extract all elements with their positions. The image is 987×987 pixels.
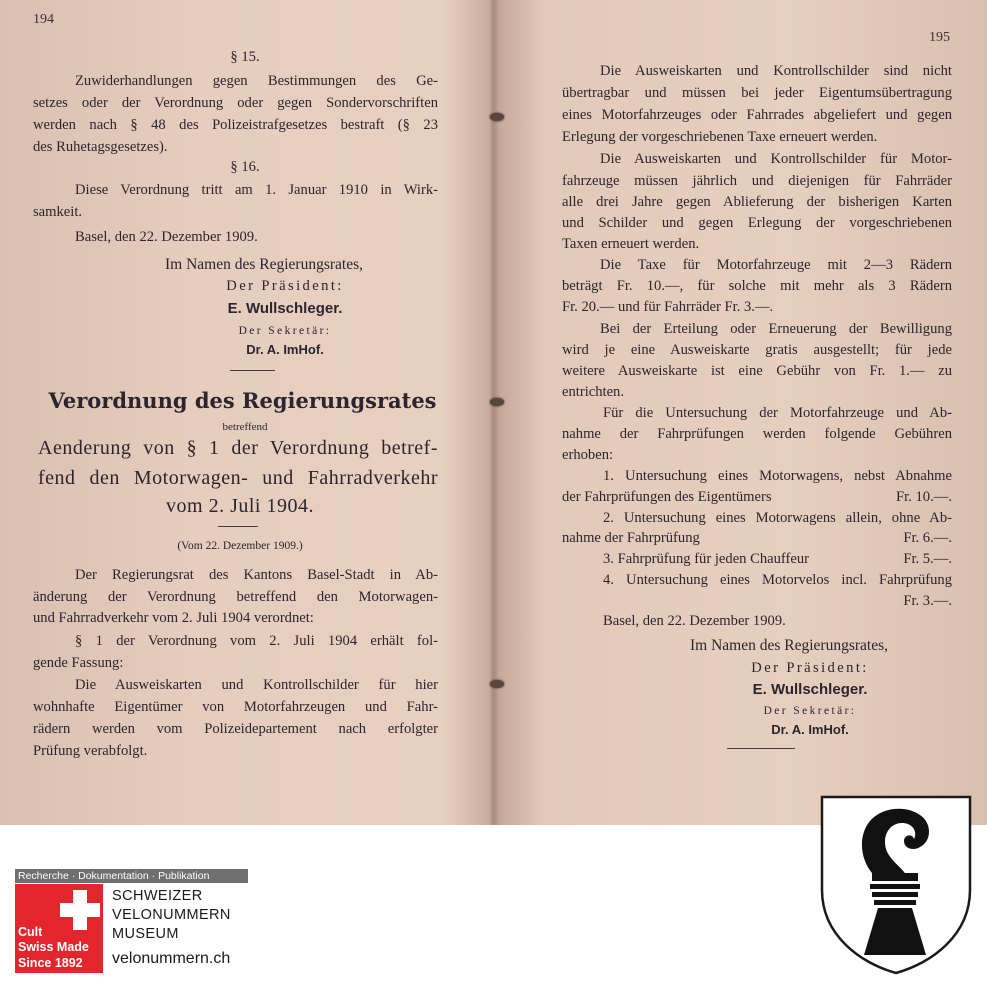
fee-item-line: der Fahrprüfungen des Eigentümers xyxy=(562,489,772,505)
body-line: § 1 der Verordnung vom 2. Juli 1904 erhält fol- xyxy=(75,633,438,649)
right-paragraph-line: entrichten. xyxy=(562,384,624,400)
fee-amount: Fr. 10.—. xyxy=(896,489,952,505)
right-paragraph-line: Erlegung der vorgeschriebenen Taxe erneuert werden. xyxy=(562,129,878,145)
body-line: und Fahrradverkehr vom 2. Juli 1904 verordnet: xyxy=(33,610,314,626)
fee-amount: Fr. 6.—. xyxy=(903,530,952,546)
president-name: E. Wullschleger. xyxy=(227,300,343,317)
ordinance-subtitle-line: fend den Motorwagen- und Fahrradverkehr xyxy=(38,467,438,489)
right-paragraph-line: Die Ausweiskarten und Kontrollschilder sind nicht xyxy=(600,63,952,79)
right-signature-in-name: Im Namen des Regierungsrates, xyxy=(690,637,888,654)
right-paragraph-line: eines Motorfahrzeuges oder Fahrrades abgeliefert und gegen xyxy=(562,107,952,123)
body-line: Die Ausweiskarten und Kontrollschilder für hier xyxy=(75,677,438,693)
body-line: rädern werden vom Polizeidepartement nach erfolgter xyxy=(33,721,438,737)
fee-item-line: nahme der Fahrprüfung xyxy=(562,530,700,546)
right-paragraph-line: Für die Untersuchung der Motorfahrzeuge und Ab- xyxy=(603,405,952,421)
paragraph-15-line: setzes oder der Verordnung oder gegen Sondervorschriften xyxy=(33,95,438,111)
right-paragraph-line: Taxen erneuert werden. xyxy=(562,236,700,252)
ordinance-betreffend: betreffend xyxy=(222,421,268,433)
museum-name-line: MUSEUM xyxy=(112,926,179,942)
right-paragraph-line: Die Taxe für Motorfahrzeuge mit 2—3 Rädern xyxy=(600,257,952,273)
fee-item-line: 1. Untersuchung eines Motorwagens, nebst Abnahme xyxy=(603,468,952,484)
body-line: gende Fassung: xyxy=(33,655,124,671)
right-secretary-name: Dr. A. ImHof. xyxy=(771,722,849,737)
ordinance-subtitle-line: vom 2. Juli 1904. xyxy=(166,495,314,517)
basel-coat-of-arms-icon xyxy=(820,795,972,975)
right-paragraph-line: Bei der Erteilung oder Erneuerung der Bewilligung xyxy=(600,321,952,337)
website-link[interactable]: velonummern.ch xyxy=(112,950,231,967)
museum-name-line: VELONUMMERN xyxy=(112,907,231,923)
logo-text-line: Since 1892 xyxy=(18,956,83,970)
fee-item-line: 4. Untersuchung eines Motorvelos incl. Fahrprüfung xyxy=(603,572,952,588)
right-paragraph-line: nahme der Fahrprüfungen werden folgende Gebühren xyxy=(562,426,952,442)
paragraph-15-line: werden nach § 48 des Polizeistrafgesetzes bestraft (§ 23 xyxy=(33,117,438,133)
logo-text-line: Cult xyxy=(18,925,43,939)
fee-item-line: 2. Untersuchung eines Motorwagens allein, ohne Ab- xyxy=(603,510,952,526)
ordinance-date-note: (Vom 22. Dezember 1909.) xyxy=(177,540,303,552)
museum-name-line: SCHWEIZER xyxy=(112,888,203,904)
paragraph-16-line: Diese Verordnung tritt am 1. Januar 1910 in Wirk- xyxy=(75,182,438,198)
paragraph-15-heading: § 15. xyxy=(230,49,260,65)
right-place-date: Basel, den 22. Dezember 1909. xyxy=(603,613,786,629)
paragraph-15-line: Zuwiderhandlungen gegen Bestimmungen des Ge- xyxy=(75,73,438,89)
fee-amount: Fr. 3.—. xyxy=(903,593,952,609)
place-date: Basel, den 22. Dezember 1909. xyxy=(75,229,258,245)
right-page-number: 195 xyxy=(929,30,950,45)
right-president-name: E. Wullschleger. xyxy=(752,681,868,698)
secretary-title: Der Sekretär: xyxy=(238,325,332,337)
body-line: wohnhafte Eigentümer von Motorfahrzeugen und Fahr- xyxy=(33,699,438,715)
right-paragraph-line: wird je eine Ausweiskarte gratis ausgestellt; für jede xyxy=(562,342,952,358)
paragraph-16-heading: § 16. xyxy=(230,159,260,175)
left-page-number: 194 xyxy=(33,12,54,27)
right-president-title: Der Präsident: xyxy=(751,660,869,676)
fee-amount: Fr. 5.—. xyxy=(903,551,952,567)
fee-item-line: 3. Fahrprüfung für jeden Chauffeur xyxy=(603,551,810,567)
right-paragraph-line: beträgt Fr. 10.—, für solche mit mehr als 3 Rädern xyxy=(562,278,952,294)
paragraph-16-line: samkeit. xyxy=(33,204,83,220)
swiss-cross-icon xyxy=(60,890,100,930)
ordinance-divider xyxy=(218,526,258,527)
signature-in-name: Im Namen des Regierungsrates, xyxy=(165,256,363,273)
body-line: änderung der Verordnung betreffend den Motorwagen- xyxy=(33,589,438,605)
right-paragraph-line: Fr. 20.— und für Fahrräder Fr. 3.—. xyxy=(562,299,774,315)
right-paragraph-line: übertragbar und müssen bei jeder Eigentumsübertragung xyxy=(562,85,952,101)
ordinance-title: Verordnung des Regierungsrates xyxy=(48,388,437,413)
ordinance-subtitle-line: Aenderung von § 1 der Verordnung betref- xyxy=(38,437,438,459)
right-paragraph-line: Die Ausweiskarten und Kontrollschilder für Motor- xyxy=(600,151,952,167)
cult-swiss-made-logo xyxy=(15,884,103,973)
body-line: Der Regierungsrat des Kantons Basel-Stadt in Ab- xyxy=(75,567,438,583)
right-paragraph-line: und Schilder und gegen Erlegung der vorgeschriebenen xyxy=(562,215,952,231)
right-paragraph-line: weitere Ausweiskarte ist eine Gebühr von Fr. 1.— zu xyxy=(562,363,952,379)
right-paragraph-line: fahrzeuge müssen jährlich und diejenigen für Fahrräder xyxy=(562,173,952,189)
secretary-name: Dr. A. ImHof. xyxy=(246,342,324,357)
right-paragraph-line: alle drei Jahre gegen Ablieferung der bisherigen Karten xyxy=(562,194,952,210)
president-title: Der Präsident: xyxy=(226,278,344,294)
right-end-divider xyxy=(727,748,795,749)
logo-text-line: Swiss Made xyxy=(18,940,89,954)
body-line: Prüfung verabfolgt. xyxy=(33,743,148,759)
right-paragraph-line: erhoben: xyxy=(562,447,614,463)
tagline: Recherche · Dokumentation · Publikation xyxy=(15,869,248,883)
section-divider xyxy=(230,370,275,371)
right-secretary-title: Der Sekretär: xyxy=(763,705,857,717)
paragraph-15-line: des Ruhetagsgesetzes). xyxy=(33,139,168,155)
